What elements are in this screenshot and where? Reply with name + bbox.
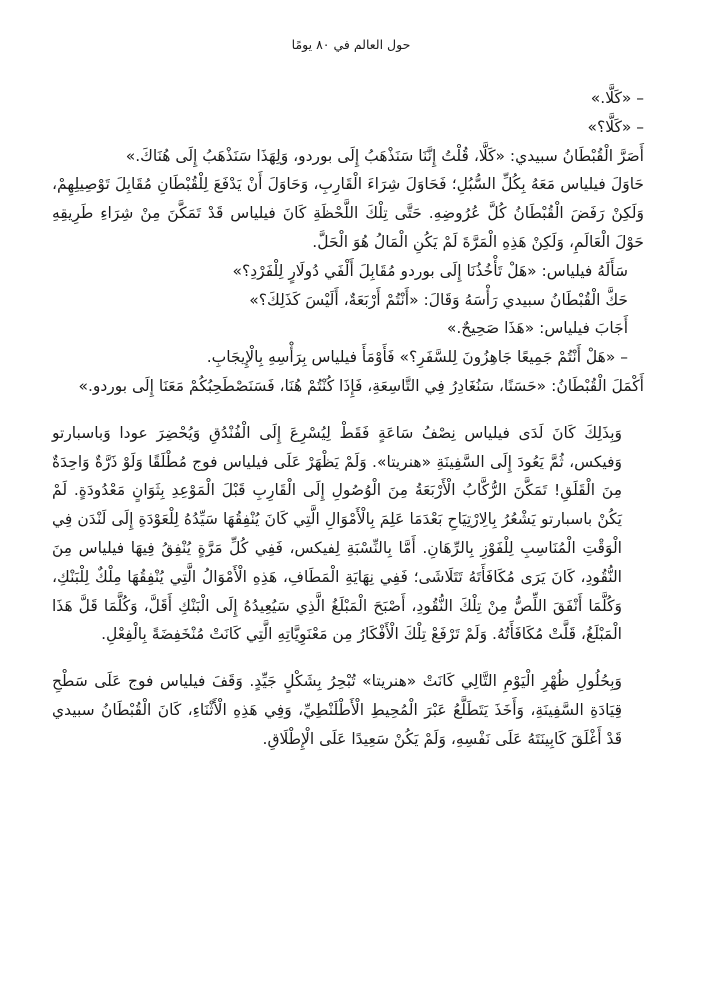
paragraph: وَبِذَلِكَ كَانَ لَدَى فيلياس نِصْفُ سَاعَةٍ فَقَطْ لِيُسْرِعَ إِلَى الْفُنْدُقِ وَيُحْضِرَ عودا وَباسبارتو وَفيكس، ثُمَّ يَعُودَ إِلَى السَّفِينَةِ «هنريتا». وَلَمْ يَظْهَرْ عَلَى فيلياس فوج مُطْلَقًا وَلَوْ ذَرَّةٌ وَاحِدَةٌ مِنَ الْقَلَقِ! تَمَكَّنَ الرُّكَّابُ الْأَرْبَعَةُ مِنَ الْوُصُولِ إِلَى الْقَارِبِ قَبْلَ الْمَوْعِدِ بِثَوَانٍ مَعْدُودَةٍ. لَمْ يَكُنْ باسبارتو يَشْعُرُ بِالِارْتِيَاحِ بَعْدَمَا عَلِمَ بِالْأَمْوَالِ الَّتِي كَانَ يُنْفِقُهَا سَيِّدُهُ لِلْعَوْدَةِ إِلَى لَنْدَن فِي الْوَقْتِ الْمُنَاسِبِ لِلْفَوْزِ بِالرِّهَانِ. أَمَّا بِالنِّسْبَةِ لِفيكس، فَفِي كُلِّ مَرَّةٍ يُنْفِقُ فِيهَا فيلياس مِنَ النُّقُودِ، كَانَ يَرَى مُكَافَأَتَهُ تَتَلَاشَى؛ فَفِي نِهَايَةِ الْمَطَافِ، هَذِهِ الْأَمْوَالُ الَّتِي يُنْفِقُهَا مِلْكٌ لِلْبَنْكِ، وَكُلَّمَا أَنْفَقَ اللِّصُّ مِنْ تِلْكَ النُّقُودِ، أَصْبَحَ الْمَبْلَغُ الَّذِي سَيُعِيدُهُ إِلَى الْبَنْكِ أَقَلَّ، وَكُلَّمَا قَلَّ هَذَا الْمَبْلَغُ، قَلَّتْ مُكَافَأَتُهُ. وَلَمْ تَرْفَعْ تِلْكَ الْأَفْكَارُ مِن مَعْنَوِيَّاتِهِ الَّتِي كَانَتْ مُنْخَفِضَةً بِالْفِعْلِ. [52,423,622,644]
dialogue-line: – «كَلَّا؟» [587,117,644,136]
paragraph: أَكْمَلَ الْقُبْطَانُ: «حَسَنًا، سَنُغَادِرُ فِي التَّاسِعَةِ، فَإِذَا كُنْتُمْ هُنَا، فَسَنَصْطَحِبُكُمْ مَعَنَا إِلَى بوردو.» [78,376,644,395]
dialogue-line: حَكَّ الْقُبْطَانُ سبيدي رَأْسَهُ وَقَالَ: «أَنْتُمْ أَرْبَعَةٌ، أَلَيْسَ كَذَلِكَ؟» [249,290,628,309]
paragraph: وَبِحُلُولِ ظُهْرِ الْيَوْمِ التَّالِي كَانَتْ «هنريتا» تُبْحِرُ بِشَكْلٍ جَيِّدٍ. وَقَفَ فيلياس فوج عَلَى سَطْحِ قِيَادَةِ السَّفِينَةِ، وَأَخَذَ يَتَطَلَّعُ عَبْرَ الْمُحِيطِ الْأَطْلَنْطِيِّ، وَفِي هَذِهِ الْأَثْنَاءِ، كَانَ الْقُبْطَانُ سبيدي قَدْ أَغْلَقَ كَابِينَتَهُ عَلَى نَفْسِهِ، وَلَمْ يَكُنْ سَعِيدًا عَلَى الْإِطْلَاقِ. [52,672,622,748]
paragraph: حَاوَلَ فيلياس مَعَهُ بِكُلِّ السُّبُلِ؛ فَحَاوَلَ شِرَاءَ الْقَارِبِ، وَحَاوَلَ أَنْ يَدْفَعَ لِلْقُبْطَانِ مُقَابِلَ تَوْصِيلِهِمْ، وَلَكِنْ رَفَضَ الْقُبْطَانُ كُلَّ عُرُوضِهِ. حَتَّى تِلْكَ اللَّحْظَةِ كَانَ فيلياس قَدْ تَمَكَّنَ مِنْ شِرَاءِ طَرِيقِهِ حَوْلَ الْعَالَمِ، وَلَكِنْ هَذِهِ الْمَرَّةَ لَمْ يَكُنِ الْمَالُ هُوَ الْحَلَّ. [52,175,644,251]
body-text [52,84,644,754]
running-title: حول العالم في ٨٠ يومًا [291,37,411,52]
dialogue-line: أَجَابَ فيلياس: «هَذَا صَحِيحٌ.» [446,319,628,338]
dialogue-line: سَأَلَهُ فيلياس: «هَلْ تَأْخُذُنَا إِلَى بوردو مُقَابِلَ أَلْفَي دُولَارٍ لِلْفَرْدِ؟» [232,261,628,280]
dialogue-line: – «كَلَّا.» [590,89,644,107]
paragraph: أَصَرَّ الْقُبْطَانُ سبيدي: «كَلَّا، قُلْتُ إِنَّنَا سَنَذْهَبُ إِلَى بوردو، وَلِهَذَا سَنَذْهَبُ إِلَى هُنَاكَ.» [125,146,644,165]
dialogue-line: – «هَلْ أَنْتُمْ جَمِيعًا جَاهِزُونَ لِلسَّفَرِ؟» فَأَوْمَأَ فيلياس بِرَأْسِهِ بِالْإِيجَابِ. [206,348,628,367]
